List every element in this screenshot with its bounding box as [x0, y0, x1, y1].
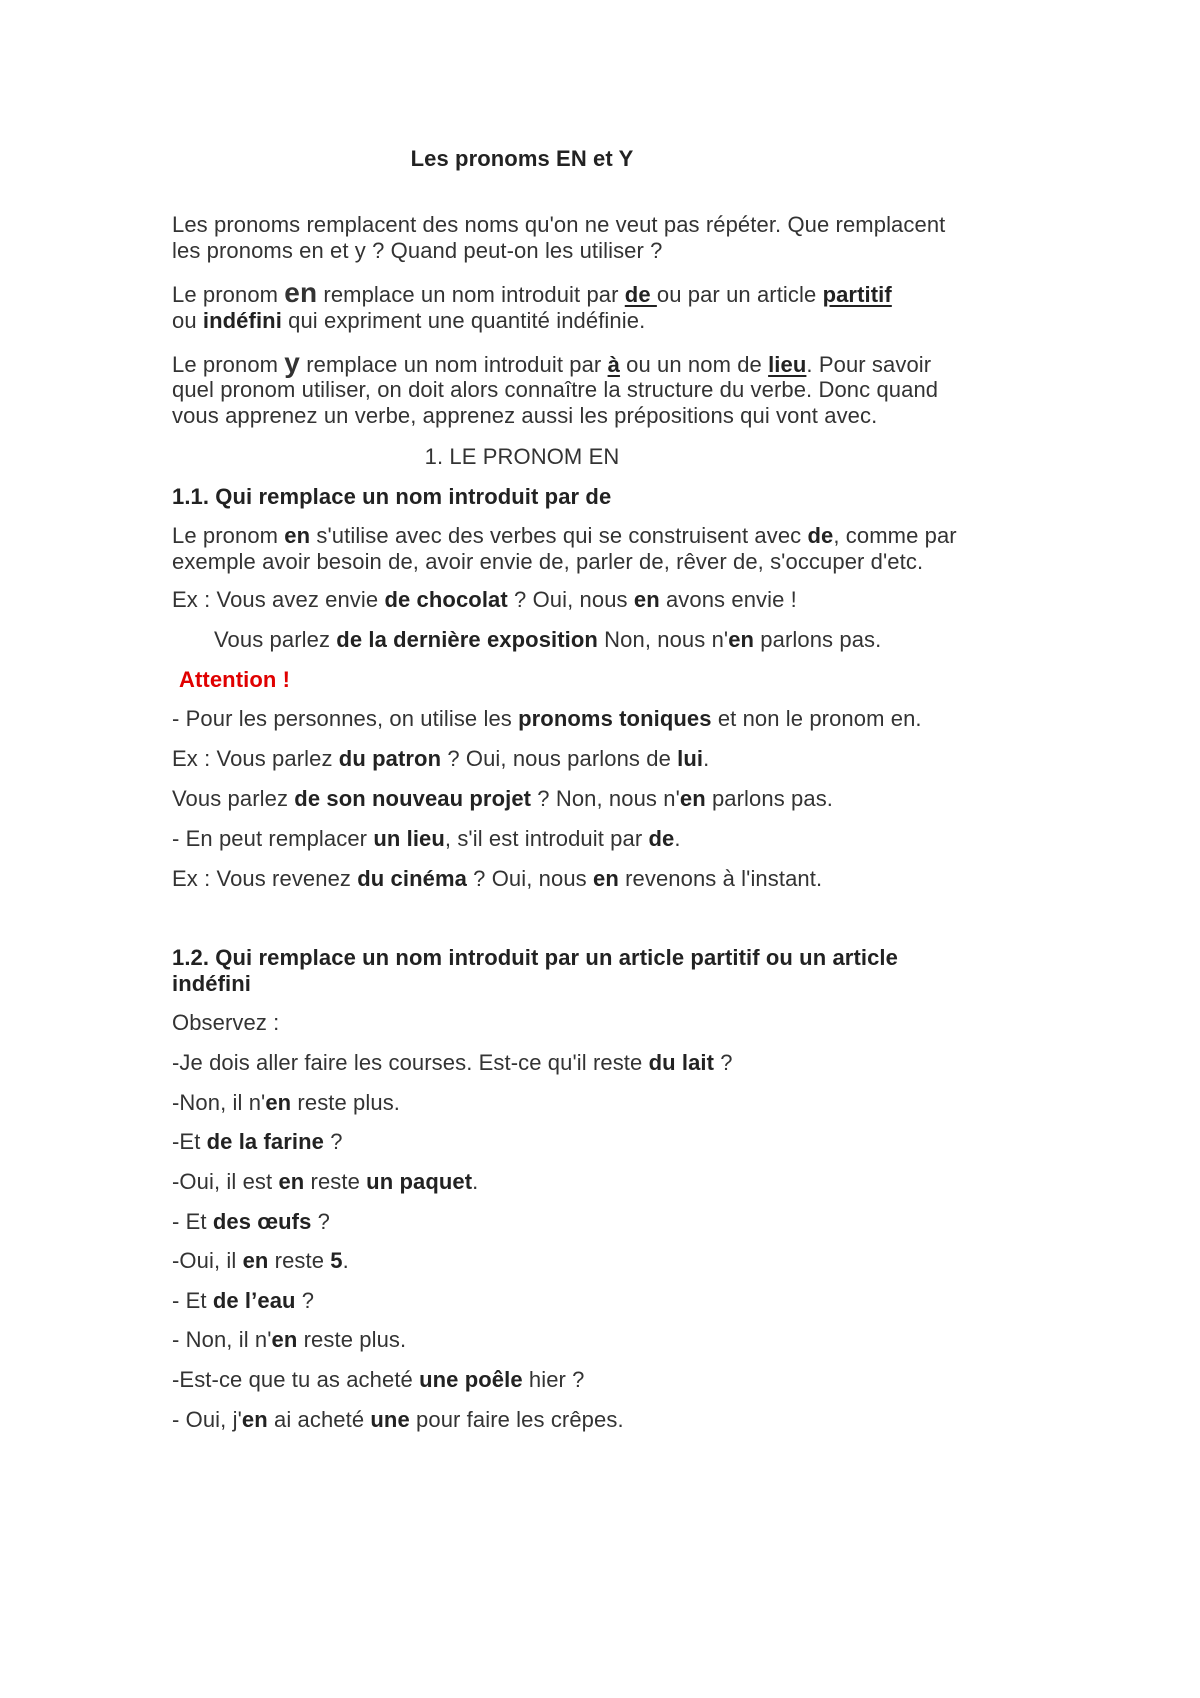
s11-example-1: Ex : Vous avez envie de chocolat ? Oui, nous en avons envie ! [172, 587, 797, 612]
section-1-2-heading-line-1: 1.2. Qui remplace un nom introduit par un article partitif ou un article [172, 945, 898, 970]
dialogue-line-4: -Oui, il est en reste un paquet. [172, 1169, 479, 1194]
s11-rule-3: Vous parlez de son nouveau projet ? Non, nous n'en parlons pas. [172, 786, 834, 811]
en-definition-line-1: Le pronom en remplace un nom introduit par de ou par un article partitif [172, 277, 892, 308]
dialogue-line-6: -Oui, il en reste 5. [172, 1248, 349, 1273]
intro-line-1: Les pronoms remplacent des noms qu'on ne veut pas répéter. Que remplacent [172, 212, 946, 237]
dialogue-line-2: -Non, il n'en reste plus. [172, 1090, 401, 1115]
s11-rule-1: - Pour les personnes, on utilise les pronoms toniques et non le pronom en. [172, 706, 922, 731]
dialogue-line-7: - Et de l’eau ? [172, 1288, 315, 1313]
s11-rule-4: - En peut remplacer un lieu, s'il est introduit par de. [172, 826, 681, 851]
dialogue-line-9: -Est-ce que tu as acheté une poêle hier ? [172, 1367, 585, 1392]
y-definition-line-3: vous apprenez un verbe, apprenez aussi les prépositions qui vont avec. [172, 403, 878, 428]
dialogue-line-3: -Et de la farine ? [172, 1129, 343, 1154]
s11-paragraph-line-1: Le pronom en s'utilise avec des verbes qui se construisent avec de, comme par [172, 523, 957, 548]
y-definition-line-1: Le pronom y remplace un nom introduit par à ou un nom de lieu. Pour savoir [172, 347, 932, 378]
dialogue-line-10: - Oui, j'en ai acheté une pour faire les crêpes. [172, 1407, 624, 1432]
s11-rule-2: Ex : Vous parlez du patron ? Oui, nous parlons de lui. [172, 746, 710, 771]
s11-example-2: Vous parlez de la dernière exposition Non, nous n'en parlons pas. [214, 627, 882, 652]
section-1-heading: 1. LE PRONOM EN [424, 444, 620, 469]
intro-line-2: les pronoms en et y ? Quand peut-on les utiliser ? [172, 238, 663, 263]
dialogue-line-5: - Et des œufs ? [172, 1209, 330, 1234]
attention-label: Attention ! [179, 667, 291, 692]
dialogue-line-8: - Non, il n'en reste plus. [172, 1327, 407, 1352]
section-1-1-heading: 1.1. Qui remplace un nom introduit par de [172, 484, 612, 509]
page-title: Les pronoms EN et Y [410, 146, 634, 171]
en-definition-line-2: ou indéfini qui expriment une quantité indéfinie. [172, 308, 646, 333]
s11-rule-5: Ex : Vous revenez du cinéma ? Oui, nous en revenons à l'instant. [172, 866, 823, 891]
s11-paragraph-line-2: exemple avoir besoin de, avoir envie de, parler de, rêver de, s'occuper d'etc. [172, 549, 924, 574]
dialogue-line-1: -Je dois aller faire les courses. Est-ce qu'il reste du lait ? [172, 1050, 733, 1075]
observez-label: Observez : [172, 1010, 280, 1035]
y-definition-line-2: quel pronom utiliser, on doit alors connaître la structure du verbe. Donc quand [172, 377, 939, 402]
section-1-2-heading-line-2: indéfini [172, 971, 252, 996]
